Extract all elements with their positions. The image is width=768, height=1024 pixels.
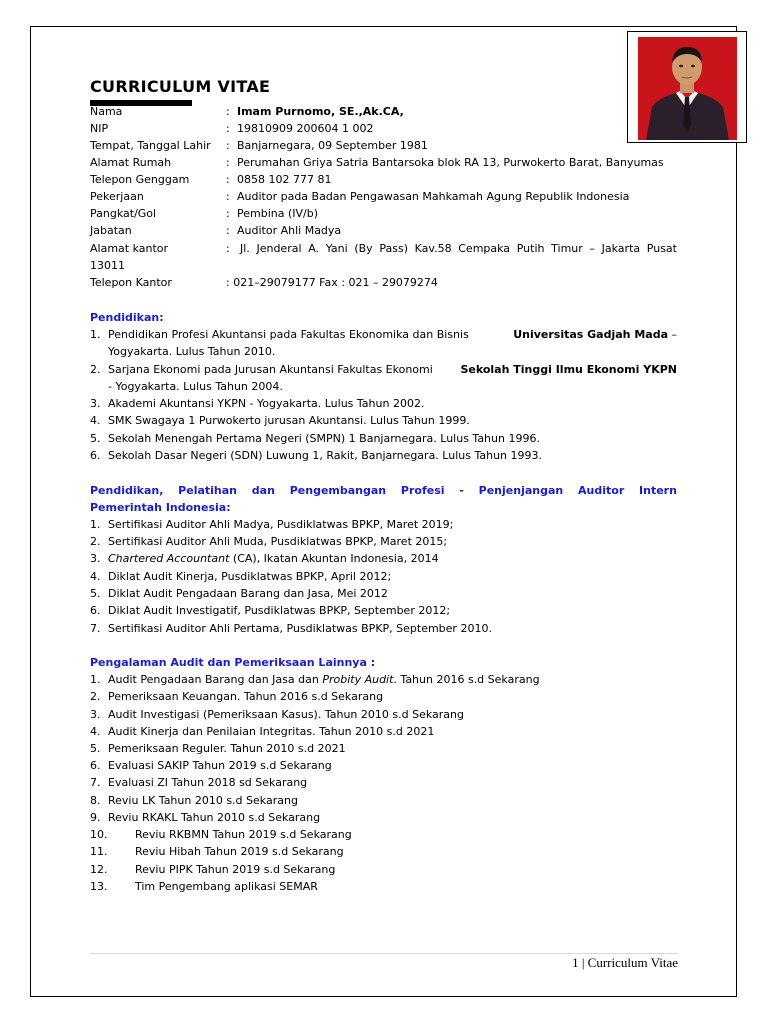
list-item: Sekolah Dasar Negeri (SDN) Luwung 1, Rakit, Banjarnegara. Lulus Tahun 1993. — [108, 449, 543, 462]
label-ttl: Tempat, Tanggal Lahir — [90, 139, 211, 152]
education-text: – — [668, 328, 677, 341]
list-number: 1. — [90, 328, 101, 341]
value-alamat-rumah: Perumahan Griya Satria Bantarsoka blok RA 13, Purwokerto Barat, Banyumas — [237, 156, 664, 169]
separator: : — [226, 139, 230, 152]
list-item: Pemeriksaan Reguler. Tahun 2010 s.d 2021 — [108, 742, 346, 755]
list-item: Tim Pengembang aplikasi SEMAR — [135, 880, 318, 893]
label-alamat-rumah: Alamat Rumah — [90, 156, 172, 169]
list-item: Audit Investigasi (Pemeriksaan Kasus). Tahun 2010 s.d Sekarang — [108, 708, 464, 721]
list-item: Reviu Hibah Tahun 2019 s.d Sekarang — [135, 845, 344, 858]
label-nama: Nama — [90, 105, 123, 118]
value-telepon-kantor: : 021–29079177 Fax : 021 – 29079274 — [226, 276, 438, 289]
list-number: 1. — [90, 518, 101, 531]
list-item: Evaluasi ZI Tahun 2018 sd Sekarang — [108, 776, 308, 789]
value-nama: Imam Purnomo, SE.,Ak.CA, — [237, 105, 404, 118]
list-item: SMK Swagaya 1 Purwokerto jurusan Akuntansi. Lulus Tahun 1999. — [108, 414, 470, 427]
list-item: Reviu RKBMN Tahun 2019 s.d Sekarang — [135, 828, 352, 841]
list-item-continuation: Yogyakarta. Lulus Tahun 2010. — [108, 345, 276, 358]
heading-word: dan — [251, 484, 275, 497]
list-item: Diklat Audit Kinerja, Pusdiklatwas BPKP, April 2012; — [108, 570, 392, 583]
list-item-text: (CA), Ikatan Akuntan Indonesia, 2014 — [229, 552, 439, 565]
experience-heading: Pengalaman Audit dan Pemeriksaan Lainnya : — [90, 656, 376, 669]
heading-word: Penjenjangan — [478, 484, 564, 497]
value-pangkat: Pembina (IV/b) — [237, 207, 319, 220]
list-number: 2. — [90, 690, 101, 703]
list-number: 3. — [90, 552, 101, 565]
list-number: 8. — [90, 794, 101, 807]
value-jabatan: Auditor Ahli Madya — [237, 224, 342, 237]
heading-word: Pengembangan — [289, 484, 387, 497]
list-item: Sekolah Menengah Pertama Negeri (SMPN) 1 Banjarnegara. Lulus Tahun 1996. — [108, 432, 540, 445]
profile-photo — [638, 37, 737, 140]
separator: : — [226, 190, 230, 203]
list-item: Sertifikasi Auditor Ahli Madya, Pusdiklatwas BPKP, Maret 2019; — [108, 518, 454, 531]
value-pekerjaan: Auditor pada Badan Pengawasan Mahkamah Agung Republik Indonesia — [237, 190, 630, 203]
list-item — [108, 550, 439, 567]
education-heading: Pendidikan: — [90, 311, 164, 324]
list-item: Evaluasi SAKIP Tahun 2019 s.d Sekarang — [108, 759, 332, 772]
list-item: Reviu PIPK Tahun 2019 s.d Sekarang — [135, 863, 336, 876]
label-jabatan: Jabatan — [90, 224, 132, 237]
value-telepon-genggam: 0858 102 777 81 — [237, 173, 332, 186]
list-number: 7. — [90, 776, 101, 789]
list-number: 1. — [90, 673, 101, 686]
italic-term: Probity Audit — [322, 673, 394, 686]
list-item — [108, 671, 540, 688]
list-number: 7. — [90, 622, 101, 635]
profile-photo-frame — [627, 31, 747, 143]
label-nip: NIP — [90, 122, 109, 135]
cv-title: CURRICULUM VITAE — [90, 77, 271, 96]
list-number: 5. — [90, 432, 101, 445]
list-number: 6. — [90, 759, 101, 772]
separator: : — [226, 224, 230, 237]
heading-word: Pelatihan — [178, 484, 238, 497]
separator: : — [226, 242, 230, 255]
education-text: Sarjana Ekonomi pada Jurusan Akuntansi Fakultas Ekonomi — [108, 363, 437, 376]
training-heading-line2: Pemerintah Indonesia: — [90, 501, 231, 514]
list-number: 13. — [90, 880, 108, 893]
value-nip: 19810909 200604 1 002 — [237, 122, 374, 135]
list-item: Audit Kinerja dan Penilaian Integritas. Tahun 2010 s.d 2021 — [108, 725, 435, 738]
heading-word: Intern — [639, 484, 677, 497]
value-alamat-kantor-line2: 13011 — [90, 259, 125, 272]
list-item — [108, 361, 677, 378]
heading-word: - — [459, 484, 464, 497]
list-number: 11. — [90, 845, 108, 858]
separator: : — [226, 122, 230, 135]
label-alamat-kantor: Alamat kantor — [90, 242, 169, 255]
list-number: 3. — [90, 708, 101, 721]
value-alamat-kantor: Jl. Jenderal A. Yani (By Pass) Kav.58 Cempaka Putih Timur – Jakarta Pusat — [240, 242, 677, 255]
education-text: Pendidikan Profesi Akuntansi pada Fakultas Ekonomika dan Bisnis — [108, 328, 473, 341]
page-footer: 1 | Curriculum Vitae — [572, 955, 678, 970]
education-institution: Universitas Gadjah Mada — [513, 328, 668, 341]
heading-word: Profesi — [400, 484, 445, 497]
education-institution: Sekolah Tinggi Ilmu Ekonomi YKPN — [460, 363, 677, 376]
list-number: 5. — [90, 742, 101, 755]
value-ttl: Banjarnegara, 09 September 1981 — [237, 139, 428, 152]
list-number: 6. — [90, 604, 101, 617]
separator: : — [226, 173, 230, 186]
list-number: 10. — [90, 828, 108, 841]
list-number: 12. — [90, 863, 108, 876]
list-item-continuation: - Yogyakarta. Lulus Tahun 2004. — [108, 380, 283, 393]
label-telepon-kantor: Telepon Kantor — [90, 276, 172, 289]
list-number: 2. — [90, 535, 101, 548]
list-number: 6. — [90, 449, 101, 462]
list-number: 2. — [90, 363, 101, 376]
list-item: Diklat Audit Pengadaan Barang dan Jasa, Mei 2012 — [108, 587, 388, 600]
list-item: Akademi Akuntansi YKPN - Yogyakarta. Lulus Tahun 2002. — [108, 397, 425, 410]
list-number: 4. — [90, 570, 101, 583]
list-item: Reviu LK Tahun 2010 s.d Sekarang — [108, 794, 298, 807]
list-item-text: . Tahun 2016 s.d Sekarang — [393, 673, 540, 686]
training-heading — [90, 482, 677, 499]
list-item: Pemeriksaan Keuangan. Tahun 2016 s.d Sekarang — [108, 690, 384, 703]
list-item: Sertifikasi Auditor Ahli Muda, Pusdiklatwas BPKP, Maret 2015; — [108, 535, 448, 548]
list-item: Diklat Audit Investigatif, Pusdiklatwas BPKP, September 2012; — [108, 604, 451, 617]
separator: : — [226, 105, 230, 118]
heading-word: Auditor — [578, 484, 625, 497]
list-item: Reviu RKAKL Tahun 2010 s.d Sekarang — [108, 811, 321, 824]
separator: : — [226, 156, 230, 169]
heading-word: Pendidikan, — [90, 484, 164, 497]
list-item-text: Audit Pengadaan Barang dan Jasa dan — [108, 673, 323, 686]
list-item — [108, 326, 677, 343]
list-number: 9. — [90, 811, 101, 824]
list-number: 4. — [90, 414, 101, 427]
italic-term: Chartered Accountant — [108, 552, 230, 565]
label-pekerjaan: Pekerjaan — [90, 190, 144, 203]
list-number: 4. — [90, 725, 101, 738]
separator: : — [226, 207, 230, 220]
list-number: 3. — [90, 397, 101, 410]
list-item: Sertifikasi Auditor Ahli Pertama, Pusdiklatwas BPKP, September 2010. — [108, 622, 492, 635]
label-telepon-genggam: Telepon Genggam — [90, 173, 190, 186]
label-pangkat: Pangkat/Gol — [90, 207, 157, 220]
list-number: 5. — [90, 587, 101, 600]
